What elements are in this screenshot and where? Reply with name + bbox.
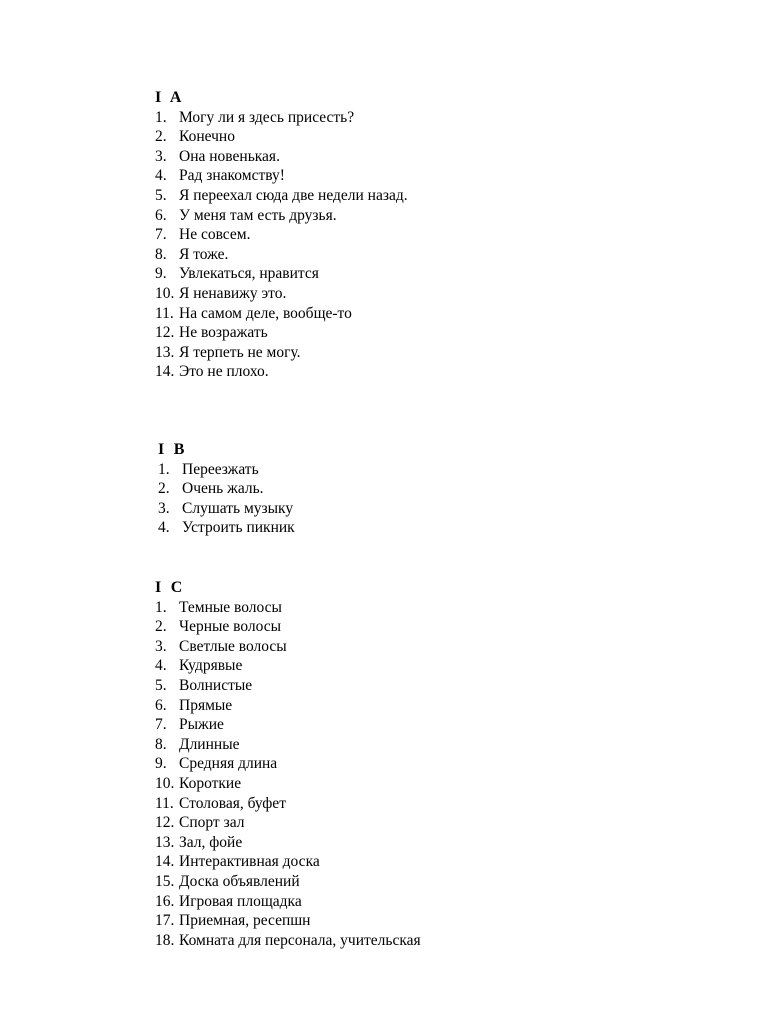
item-text: Длинные	[179, 735, 240, 753]
list-item	[155, 343, 715, 363]
item-number: 12.	[155, 324, 175, 342]
list-item	[155, 715, 715, 735]
list-item	[155, 166, 715, 186]
item-number: 5.	[155, 676, 167, 694]
item-number: 7.	[155, 716, 167, 734]
list-item	[155, 911, 715, 931]
item-text: Кудрявые	[179, 657, 243, 675]
item-text: Игровая площадка	[179, 892, 302, 910]
list-item	[155, 754, 715, 774]
item-number: 8.	[155, 735, 167, 753]
list-item	[155, 637, 715, 657]
item-number: 16.	[155, 892, 175, 910]
item-text: Приемная, ресепшн	[179, 912, 311, 930]
item-text: Я терпеть не могу.	[179, 343, 301, 361]
item-text: Она новенькая.	[179, 147, 280, 165]
list-item	[155, 186, 715, 206]
item-text: Увлекаться, нравится	[179, 265, 319, 283]
item-number: 18.	[155, 931, 175, 949]
section-heading: I B	[158, 441, 185, 458]
list-item	[158, 479, 718, 499]
list-item	[155, 284, 715, 304]
list-item	[158, 518, 718, 538]
list-item	[155, 735, 715, 755]
list-item	[155, 108, 715, 128]
list-item	[155, 598, 715, 618]
section-i-b	[158, 440, 718, 538]
item-text: Средняя длина	[179, 755, 278, 773]
item-text: Светлые волосы	[179, 637, 287, 655]
item-text: Это не плохо.	[179, 363, 269, 381]
list-item	[155, 696, 715, 716]
list-item	[155, 656, 715, 676]
item-number: 3.	[155, 637, 167, 655]
item-number: 9.	[155, 755, 167, 773]
item-number: 9.	[155, 265, 167, 283]
list-item	[155, 304, 715, 324]
section-i-a	[155, 88, 715, 382]
item-number: 6.	[155, 696, 167, 714]
item-number: 3.	[155, 147, 167, 165]
list-item	[155, 794, 715, 814]
item-text: У меня там есть друзья.	[179, 206, 337, 224]
item-number: 10.	[155, 774, 175, 792]
item-number: 2.	[155, 618, 167, 636]
item-text: Устроить пикник	[182, 519, 295, 537]
item-number: 13.	[155, 833, 175, 851]
item-text: Очень жаль.	[182, 480, 264, 498]
item-number: 14.	[155, 853, 175, 871]
list-item	[155, 245, 715, 265]
item-number: 1.	[155, 108, 167, 126]
list-item	[155, 774, 715, 794]
item-text: Комната для персонала, учительская	[179, 931, 421, 949]
list-item	[155, 892, 715, 912]
item-number: 12.	[155, 814, 175, 832]
list-item	[155, 813, 715, 833]
item-number: 14.	[155, 363, 175, 381]
item-text: Я переехал сюда две недели назад.	[179, 186, 408, 204]
item-number: 4.	[155, 167, 167, 185]
item-number: 7.	[155, 226, 167, 244]
item-text: Интерактивная доска	[179, 853, 320, 871]
item-number: 11.	[155, 794, 174, 812]
list-item	[158, 460, 718, 480]
item-text: На самом деле, вообще-то	[179, 304, 352, 322]
vocabulary-list	[155, 598, 715, 951]
item-number: 1.	[155, 598, 167, 616]
section-heading: I C	[155, 579, 183, 596]
item-text: Волнистые	[179, 676, 253, 694]
item-number: 10.	[155, 284, 175, 302]
item-text: Рыжие	[179, 716, 224, 734]
list-item	[155, 206, 715, 226]
item-number: 4.	[158, 519, 170, 537]
item-text: Не возражать	[179, 324, 268, 342]
item-number: 15.	[155, 872, 175, 890]
list-item	[155, 362, 715, 382]
item-text: Переезжать	[182, 460, 259, 478]
item-number: 2.	[158, 480, 170, 498]
item-text: Я тоже.	[179, 245, 229, 263]
section-i-c	[155, 578, 715, 950]
item-text: Темные волосы	[179, 598, 282, 616]
item-number: 11.	[155, 304, 174, 322]
list-item	[155, 225, 715, 245]
item-text: Конечно	[179, 128, 235, 146]
item-text: Слушать музыку	[182, 499, 294, 517]
item-number: 5.	[155, 186, 167, 204]
list-item	[155, 872, 715, 892]
list-item	[158, 499, 718, 519]
item-number: 4.	[155, 657, 167, 675]
item-text: Зал, фойе	[179, 833, 243, 851]
item-number: 1.	[158, 460, 170, 478]
item-text: Прямые	[179, 696, 233, 714]
list-item	[155, 127, 715, 147]
item-text: Короткие	[179, 774, 242, 792]
section-heading: I A	[155, 89, 182, 106]
item-text: Черные волосы	[179, 618, 282, 636]
item-text: Я ненавижу это.	[179, 284, 287, 302]
item-text: Доска объявлений	[179, 872, 300, 890]
vocabulary-list	[158, 460, 718, 538]
item-number: 3.	[158, 499, 170, 517]
list-item	[155, 676, 715, 696]
item-text: Спорт зал	[179, 814, 245, 832]
item-text: Рад знакомству!	[179, 167, 285, 185]
list-item	[155, 617, 715, 637]
vocabulary-list	[155, 108, 715, 382]
list-item	[155, 323, 715, 343]
item-text: Столовая, буфет	[179, 794, 286, 812]
item-number: 6.	[155, 206, 167, 224]
item-number: 2.	[155, 128, 167, 146]
list-item	[155, 147, 715, 167]
list-item	[155, 852, 715, 872]
item-text: Могу ли я здесь присесть?	[179, 108, 355, 126]
item-text: Не совсем.	[179, 226, 251, 244]
list-item	[155, 931, 715, 951]
item-number: 13.	[155, 343, 175, 361]
item-number: 17.	[155, 912, 175, 930]
list-item	[155, 264, 715, 284]
item-number: 8.	[155, 245, 167, 263]
list-item	[155, 833, 715, 853]
